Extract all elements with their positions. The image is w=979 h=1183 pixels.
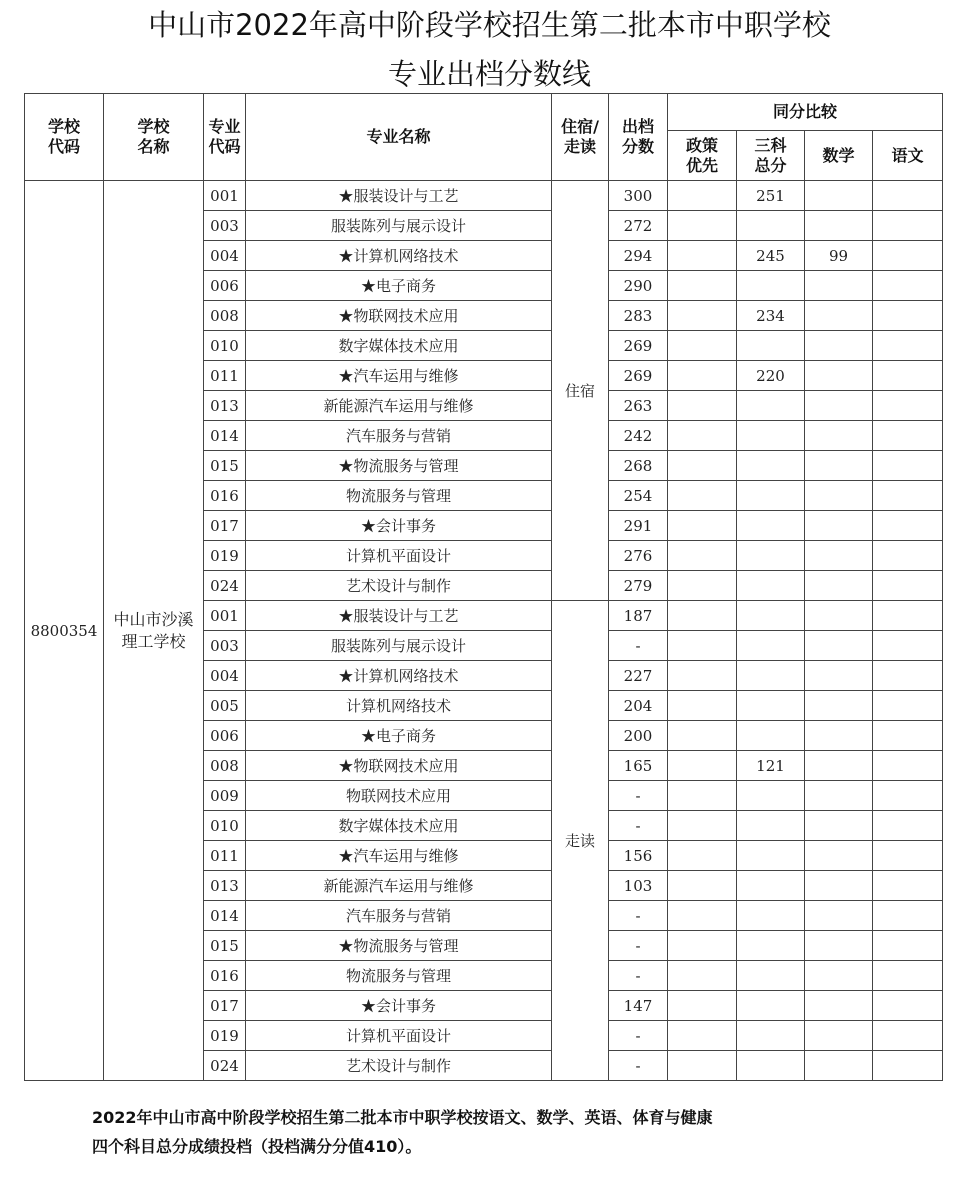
major-name-cell: 服装陈列与展示设计 xyxy=(246,631,552,661)
three-subject-total-cell xyxy=(737,331,805,361)
chinese-cell xyxy=(873,931,943,961)
policy-priority-cell xyxy=(668,871,737,901)
major-code-cell: 019 xyxy=(204,541,246,571)
three-subject-total-cell xyxy=(737,631,805,661)
score-cell: - xyxy=(609,811,668,841)
major-code-cell: 011 xyxy=(204,361,246,391)
three-subject-total-cell: 251 xyxy=(737,181,805,211)
score-cell: - xyxy=(609,631,668,661)
chinese-cell xyxy=(873,241,943,271)
three-subject-total-cell xyxy=(737,931,805,961)
major-name-cell: ★计算机网络技术 xyxy=(246,661,552,691)
math-cell xyxy=(805,301,873,331)
chinese-cell xyxy=(873,811,943,841)
score-cell: 200 xyxy=(609,721,668,751)
policy-priority-cell xyxy=(668,571,737,601)
math-cell xyxy=(805,571,873,601)
policy-priority-cell xyxy=(668,271,737,301)
three-subject-total-cell xyxy=(737,691,805,721)
policy-priority-cell xyxy=(668,451,737,481)
major-name-cell: ★服装设计与工艺 xyxy=(246,181,552,211)
policy-priority-cell xyxy=(668,961,737,991)
math-cell xyxy=(805,511,873,541)
header-score: 出档 分数 xyxy=(609,94,668,181)
math-cell xyxy=(805,931,873,961)
boarding-mode-cell: 走读 xyxy=(552,601,609,1081)
chinese-cell xyxy=(873,421,943,451)
math-cell xyxy=(805,541,873,571)
policy-priority-cell xyxy=(668,511,737,541)
chinese-cell xyxy=(873,841,943,871)
three-subject-total-cell xyxy=(737,661,805,691)
three-subject-total-cell xyxy=(737,721,805,751)
score-cell: 291 xyxy=(609,511,668,541)
major-code-cell: 017 xyxy=(204,991,246,1021)
policy-priority-cell xyxy=(668,391,737,421)
major-code-cell: 009 xyxy=(204,781,246,811)
policy-priority-cell xyxy=(668,421,737,451)
score-cell: 268 xyxy=(609,451,668,481)
policy-priority-cell xyxy=(668,991,737,1021)
math-cell xyxy=(805,901,873,931)
score-cell: - xyxy=(609,931,668,961)
policy-priority-cell xyxy=(668,781,737,811)
score-cell: - xyxy=(609,901,668,931)
math-cell xyxy=(805,451,873,481)
math-cell xyxy=(805,1051,873,1081)
score-cell: 290 xyxy=(609,271,668,301)
three-subject-total-cell xyxy=(737,841,805,871)
policy-priority-cell xyxy=(668,541,737,571)
header-major-code: 专业 代码 xyxy=(204,94,246,181)
three-subject-total-cell xyxy=(737,541,805,571)
score-cell: 283 xyxy=(609,301,668,331)
major-name-cell: ★电子商务 xyxy=(246,271,552,301)
math-cell xyxy=(805,211,873,241)
major-name-cell: ★汽车运用与维修 xyxy=(246,841,552,871)
score-cell: 204 xyxy=(609,691,668,721)
major-name-cell: ★物流服务与管理 xyxy=(246,931,552,961)
score-cell: 272 xyxy=(609,211,668,241)
admission-score-table xyxy=(24,93,943,1081)
major-code-cell: 005 xyxy=(204,691,246,721)
school-code-cell: 8800354 xyxy=(25,181,104,1081)
chinese-cell xyxy=(873,601,943,631)
three-subject-total-cell: 121 xyxy=(737,751,805,781)
chinese-cell xyxy=(873,511,943,541)
chinese-cell xyxy=(873,901,943,931)
score-cell: - xyxy=(609,961,668,991)
major-name-cell: ★物流服务与管理 xyxy=(246,451,552,481)
three-subject-total-cell xyxy=(737,871,805,901)
chinese-cell xyxy=(873,1051,943,1081)
chinese-cell xyxy=(873,481,943,511)
major-code-cell: 015 xyxy=(204,451,246,481)
score-cell: 269 xyxy=(609,361,668,391)
major-name-cell: 物流服务与管理 xyxy=(246,481,552,511)
major-code-cell: 010 xyxy=(204,331,246,361)
score-cell: 242 xyxy=(609,421,668,451)
chinese-cell xyxy=(873,721,943,751)
footnote xyxy=(92,1103,922,1161)
policy-priority-cell xyxy=(668,691,737,721)
header-school-name: 学校 名称 xyxy=(104,94,204,181)
major-name-cell: 新能源汽车运用与维修 xyxy=(246,391,552,421)
score-cell: 156 xyxy=(609,841,668,871)
major-name-cell: ★汽车运用与维修 xyxy=(246,361,552,391)
score-cell: 269 xyxy=(609,331,668,361)
policy-priority-cell xyxy=(668,1051,737,1081)
major-name-cell: 艺术设计与制作 xyxy=(246,1051,552,1081)
policy-priority-cell xyxy=(668,301,737,331)
major-name-cell: 汽车服务与营销 xyxy=(246,901,552,931)
policy-priority-cell xyxy=(668,751,737,781)
three-subject-total-cell xyxy=(737,571,805,601)
major-code-cell: 016 xyxy=(204,481,246,511)
policy-priority-cell xyxy=(668,841,737,871)
three-subject-total-cell: 234 xyxy=(737,301,805,331)
math-cell xyxy=(805,991,873,1021)
major-code-cell: 008 xyxy=(204,751,246,781)
math-cell xyxy=(805,181,873,211)
three-subject-total-cell: 245 xyxy=(737,241,805,271)
header-policy-priority: 政策 优先 xyxy=(668,131,737,181)
score-cell: 227 xyxy=(609,661,668,691)
three-subject-total-cell xyxy=(737,781,805,811)
three-subject-total-cell xyxy=(737,991,805,1021)
boarding-mode-cell: 住宿 xyxy=(552,181,609,601)
chinese-cell xyxy=(873,661,943,691)
three-subject-total-cell xyxy=(737,511,805,541)
math-cell xyxy=(805,481,873,511)
chinese-cell xyxy=(873,871,943,901)
chinese-cell xyxy=(873,391,943,421)
policy-priority-cell xyxy=(668,721,737,751)
major-name-cell: 物流服务与管理 xyxy=(246,961,552,991)
major-name-cell: 服装陈列与展示设计 xyxy=(246,211,552,241)
policy-priority-cell xyxy=(668,361,737,391)
header-same-score-compare: 同分比较 xyxy=(668,94,943,131)
major-name-cell: 计算机平面设计 xyxy=(246,541,552,571)
major-name-cell: ★计算机网络技术 xyxy=(246,241,552,271)
chinese-cell xyxy=(873,211,943,241)
three-subject-total-cell xyxy=(737,811,805,841)
policy-priority-cell xyxy=(668,901,737,931)
policy-priority-cell xyxy=(668,631,737,661)
major-code-cell: 024 xyxy=(204,571,246,601)
chinese-cell xyxy=(873,361,943,391)
policy-priority-cell xyxy=(668,211,737,241)
major-code-cell: 004 xyxy=(204,661,246,691)
header-major-name: 专业名称 xyxy=(246,94,552,181)
math-cell xyxy=(805,391,873,421)
chinese-cell xyxy=(873,751,943,781)
school-name-cell: 中山市沙溪 理工学校 xyxy=(104,181,204,1081)
major-code-cell: 001 xyxy=(204,601,246,631)
major-code-cell: 014 xyxy=(204,901,246,931)
major-name-cell: ★会计事务 xyxy=(246,511,552,541)
major-code-cell: 003 xyxy=(204,211,246,241)
policy-priority-cell xyxy=(668,931,737,961)
three-subject-total-cell xyxy=(737,481,805,511)
chinese-cell xyxy=(873,301,943,331)
header-three-subject-total: 三科 总分 xyxy=(737,131,805,181)
major-code-cell: 006 xyxy=(204,271,246,301)
major-code-cell: 016 xyxy=(204,961,246,991)
score-cell: 103 xyxy=(609,871,668,901)
page-title-line-2: 专业出档分数线 xyxy=(387,57,591,91)
footnote-line-1: 2022年中山市高中阶段学校招生第二批本市中职学校按语文、数学、英语、体育与健康 xyxy=(92,1108,713,1127)
footnote-line-2: 四个科目总分成绩投档（投档满分分值410）。 xyxy=(92,1137,422,1156)
three-subject-total-cell xyxy=(737,421,805,451)
major-code-cell: 003 xyxy=(204,631,246,661)
major-name-cell: ★会计事务 xyxy=(246,991,552,1021)
major-name-cell: 计算机网络技术 xyxy=(246,691,552,721)
major-code-cell: 004 xyxy=(204,241,246,271)
major-code-cell: 013 xyxy=(204,871,246,901)
score-cell: - xyxy=(609,1021,668,1051)
score-cell: 254 xyxy=(609,481,668,511)
three-subject-total-cell xyxy=(737,211,805,241)
major-name-cell: 汽车服务与营销 xyxy=(246,421,552,451)
major-code-cell: 006 xyxy=(204,721,246,751)
header-chinese: 语文 xyxy=(873,131,943,181)
policy-priority-cell xyxy=(668,241,737,271)
math-cell: 99 xyxy=(805,241,873,271)
major-code-cell: 024 xyxy=(204,1051,246,1081)
major-code-cell: 010 xyxy=(204,811,246,841)
policy-priority-cell xyxy=(668,1021,737,1051)
page-title-line-1: 中山市2022年高中阶段学校招生第二批本市中职学校 xyxy=(148,8,831,42)
major-name-cell: ★电子商务 xyxy=(246,721,552,751)
policy-priority-cell xyxy=(668,181,737,211)
major-code-cell: 011 xyxy=(204,841,246,871)
math-cell xyxy=(805,1021,873,1051)
major-code-cell: 019 xyxy=(204,1021,246,1051)
major-name-cell: 物联网技术应用 xyxy=(246,781,552,811)
policy-priority-cell xyxy=(668,481,737,511)
math-cell xyxy=(805,421,873,451)
chinese-cell xyxy=(873,271,943,301)
three-subject-total-cell xyxy=(737,1051,805,1081)
major-code-cell: 001 xyxy=(204,181,246,211)
major-name-cell: 艺术设计与制作 xyxy=(246,571,552,601)
three-subject-total-cell xyxy=(737,451,805,481)
major-name-cell: 数字媒体技术应用 xyxy=(246,331,552,361)
chinese-cell xyxy=(873,541,943,571)
three-subject-total-cell: 220 xyxy=(737,361,805,391)
major-name-cell: ★物联网技术应用 xyxy=(246,751,552,781)
policy-priority-cell xyxy=(668,661,737,691)
major-name-cell: ★物联网技术应用 xyxy=(246,301,552,331)
math-cell xyxy=(805,751,873,781)
major-code-cell: 015 xyxy=(204,931,246,961)
major-code-cell: 008 xyxy=(204,301,246,331)
three-subject-total-cell xyxy=(737,1021,805,1051)
score-cell: 294 xyxy=(609,241,668,271)
three-subject-total-cell xyxy=(737,901,805,931)
score-cell: 300 xyxy=(609,181,668,211)
math-cell xyxy=(805,961,873,991)
chinese-cell xyxy=(873,781,943,811)
major-name-cell: 计算机平面设计 xyxy=(246,1021,552,1051)
math-cell xyxy=(805,691,873,721)
score-cell: 147 xyxy=(609,991,668,1021)
chinese-cell xyxy=(873,961,943,991)
math-cell xyxy=(805,631,873,661)
score-cell: - xyxy=(609,1051,668,1081)
chinese-cell xyxy=(873,451,943,481)
math-cell xyxy=(805,601,873,631)
table-body xyxy=(25,181,943,1081)
three-subject-total-cell xyxy=(737,271,805,301)
major-name-cell: 新能源汽车运用与维修 xyxy=(246,871,552,901)
major-name-cell: ★服装设计与工艺 xyxy=(246,601,552,631)
policy-priority-cell xyxy=(668,601,737,631)
chinese-cell xyxy=(873,631,943,661)
chinese-cell xyxy=(873,991,943,1021)
math-cell xyxy=(805,661,873,691)
math-cell xyxy=(805,361,873,391)
math-cell xyxy=(805,721,873,751)
major-code-cell: 013 xyxy=(204,391,246,421)
math-cell xyxy=(805,781,873,811)
policy-priority-cell xyxy=(668,331,737,361)
major-code-cell: 017 xyxy=(204,511,246,541)
math-cell xyxy=(805,271,873,301)
score-cell: 165 xyxy=(609,751,668,781)
math-cell xyxy=(805,811,873,841)
math-cell xyxy=(805,871,873,901)
chinese-cell xyxy=(873,691,943,721)
score-cell: 263 xyxy=(609,391,668,421)
major-code-cell: 014 xyxy=(204,421,246,451)
header-math: 数学 xyxy=(805,131,873,181)
chinese-cell xyxy=(873,331,943,361)
header-boarding: 住宿/ 走读 xyxy=(552,94,609,181)
three-subject-total-cell xyxy=(737,961,805,991)
three-subject-total-cell xyxy=(737,601,805,631)
chinese-cell xyxy=(873,1021,943,1051)
math-cell xyxy=(805,841,873,871)
chinese-cell xyxy=(873,571,943,601)
header-school-code: 学校 代码 xyxy=(25,94,104,181)
score-cell: - xyxy=(609,781,668,811)
chinese-cell xyxy=(873,181,943,211)
math-cell xyxy=(805,331,873,361)
score-cell: 279 xyxy=(609,571,668,601)
score-cell: 187 xyxy=(609,601,668,631)
score-cell: 276 xyxy=(609,541,668,571)
three-subject-total-cell xyxy=(737,391,805,421)
policy-priority-cell xyxy=(668,811,737,841)
table-row xyxy=(25,181,943,211)
major-name-cell: 数字媒体技术应用 xyxy=(246,811,552,841)
